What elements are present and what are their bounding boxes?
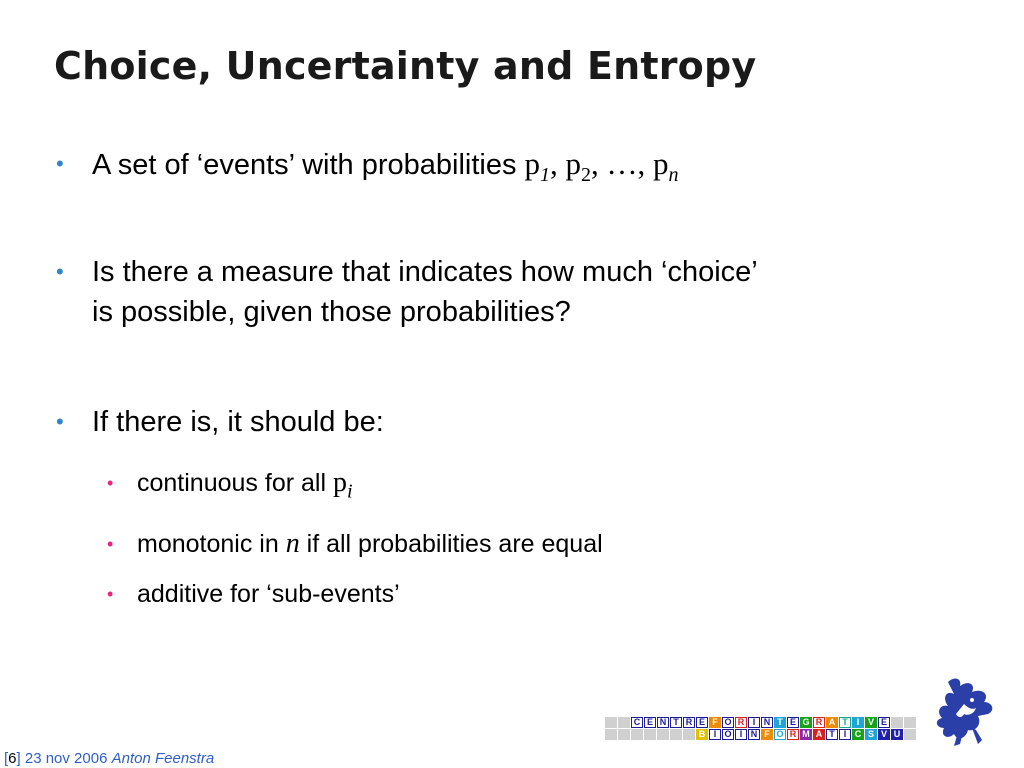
bullet-events	[56, 144, 679, 195]
sub-bullet-monotonic-pre: monotonic in	[137, 530, 286, 558]
sub-bullet-monotonic	[107, 527, 603, 561]
sub-bullet-dot: •	[107, 534, 114, 554]
sub-bullet-continuous-text: continuous for all	[137, 469, 333, 497]
sub-bullet-additive-text: additive for ‘sub-events’	[137, 580, 400, 608]
sub-bullet-dot: •	[107, 473, 114, 493]
sub-bullet-dot: •	[107, 584, 114, 604]
sub-bullet-additive	[107, 577, 400, 611]
slide-footer	[4, 750, 214, 767]
footer-bracket-close: ]	[16, 750, 21, 767]
footer-author: Anton Feenstra	[111, 750, 215, 767]
bullet-events-text: A set of ‘events’ with probabilities	[92, 149, 525, 181]
bullet-measure-line2: is possible, given those probabilities?	[92, 296, 571, 328]
probabilities-formula: $p_1$, $p_2$, …, $p_n$	[524, 146, 679, 187]
logo-row-1: C E N T R E F O R I N T E G R A T I V E	[605, 717, 917, 729]
bullet-dot: •	[56, 151, 64, 176]
page-number: 6	[8, 750, 17, 767]
bullet-should-be-text: If there is, it should be:	[92, 406, 384, 438]
sub-bullet-monotonic-post: if all probabilities are equal	[299, 530, 603, 558]
n-variable: n	[285, 528, 300, 559]
logo-row-2: B I O I N F O R M A T I C S V U	[605, 729, 917, 741]
bullet-measure	[56, 252, 758, 332]
griffin-icon	[928, 674, 1000, 750]
footer-bracket-open: [	[4, 750, 9, 767]
bullet-dot: •	[56, 259, 64, 284]
footer-date: 23 nov 2006	[20, 750, 112, 767]
sub-bullet-continuous	[107, 466, 353, 509]
bullet-dot: •	[56, 409, 64, 434]
bullet-should-be	[56, 402, 384, 442]
centre-integrative-bioinformatics-logo	[604, 716, 917, 741]
pi-formula: $p_i$	[332, 467, 353, 503]
slide-title: Choice, Uncertainty and Entropy	[54, 44, 757, 88]
bullet-measure-line1: Is there a measure that indicates how much ‘choice’	[92, 256, 758, 288]
